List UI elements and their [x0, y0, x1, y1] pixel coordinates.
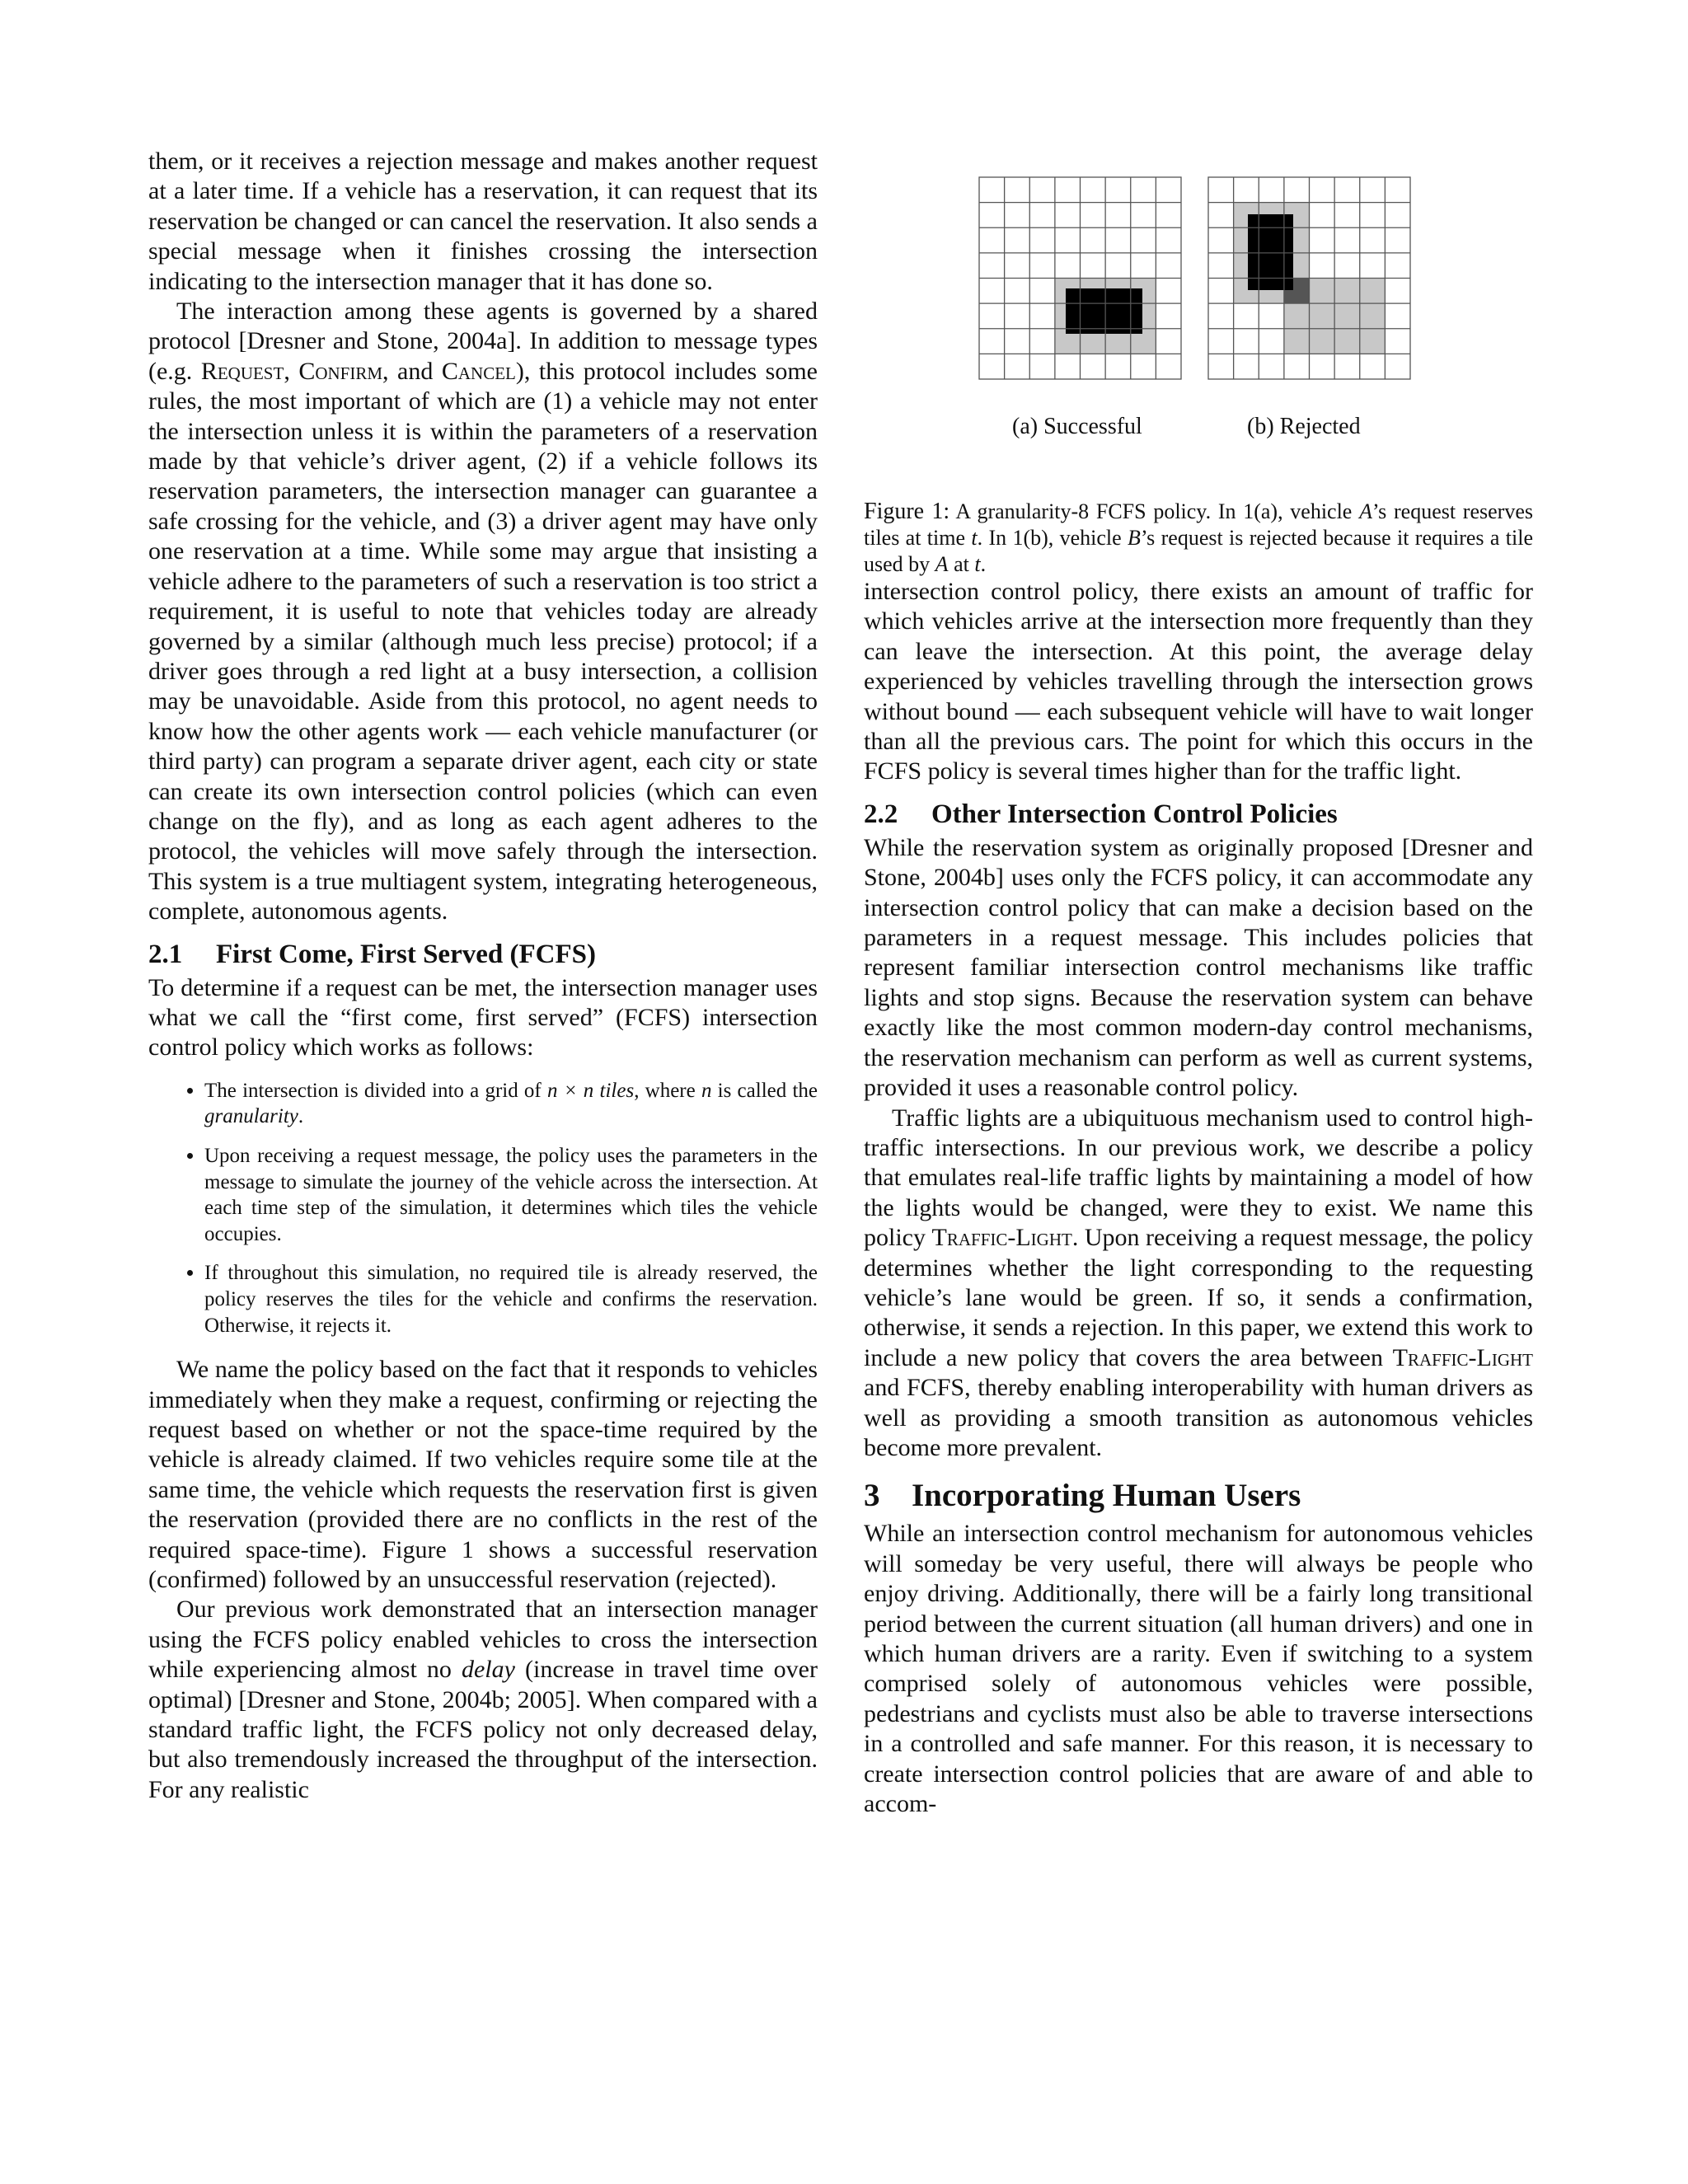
policy-traffic-light: Traffic-Light	[1392, 1343, 1533, 1371]
bullet-item: • The intersection is divided into a grid of n × n tiles, where n is called the granularity.	[204, 1078, 818, 1130]
paragraph: While an intersection control mechanism for autonomous vehicles will someday be very useful, there will always be people who enjoy driving. Additionally, there will be a fairly long transitional period between the current situation (all human drivers) and one in which human drivers are a rarity. Even if switching to a system comprised solely of autonomous vehicles were possible, pedestrians and cyclists must also be able to traverse intersections in a controlled and safe manner. For this reason, it is necessary to create intersection control policies that are aware of and able to accom-	[864, 1520, 1533, 1818]
bullet-list	[148, 1078, 818, 1338]
grid-rejected	[1208, 177, 1410, 379]
left-column	[148, 147, 818, 1805]
figure-1	[864, 165, 1533, 576]
vehicle-b	[1248, 214, 1293, 290]
bullet-item: • Upon receiving a request message, the policy uses the parameters in the message to simulate the journey of the vehicle across the intersection. At each time step of the simulation, it determines which tiles the vehicle occupies.	[204, 1143, 818, 1247]
figure-grids	[864, 165, 1533, 404]
paragraph-protocol: The interaction among these agents is governed by a shared protocol [Dresner and Stone, 2004a]. In addition to message types (e.g. Request, Confirm, and Cancel), this protocol includes some rules, the most important of which are (1) a vehicle may not enter the intersection unless it is within the parameters of a reservation made by that vehicle’s driver agent, (2) if a vehicle follows its reservation parameters, the intersection manager can guarantee a safe crossing for the vehicle, and (3) a driver agent may have only one reservation at a time. While some may argue that insisting a vehicle adhere to the parameters of such a reservation is too strict a requirement, it is useful to note that vehicles today are already governed by a similar (although much less precise) protocol; if a driver goes through a red light at a busy intersection, a collision may be unavoidable. Aside from this protocol, no agent needs to know how the other agents work — each vehicle manufacturer (or third party) can program a separate driver agent, each city or state can create its own intersection control policies (which can even change on the fly), and as long as each agent adheres to the protocol, the vehicles will move safely through the intersection. This system is a true multiagent system, integrating heterogeneous, complete, autonomous agents.	[148, 298, 818, 926]
paragraph: While the reservation system as originally proposed [Dresner and Stone, 2004b] uses only the FCFS policy, it can accommodate any intersection control policy that can make a decision based on the parameters in a request message. This includes policies that represent familiar intersection control mechanisms like traffic lights and stop signs. Because the reservation system can behave exactly like the most common modern-day control mechanisms, the reservation mechanism can perform as well as current systems, provided it uses a reasonable control policy.	[864, 833, 1533, 1102]
msg-request: Request	[200, 357, 284, 385]
paragraph: Traffic lights are a ubiquituous mechanism used to control high-traffic intersections. In our previous work, we describe a policy that emulates real-life traffic lights by maintaining a model of how the lights would be changed, were they to exist. We name this policy Traffic-Light. Upon receiving a request message, the policy determines whether the light corresponding to the requesting vehicle’s lane would be green. If so, it sends a confirmation, otherwise, it sends a rejection. In this paper, we extend this work to include a new policy that covers the area between Traffic-Light and FCFS, thereby enabling interoperability with human drivers as well as providing a smooth transition as autonomous vehicles become more prevalent.	[864, 1104, 1533, 1461]
subcaption-a: (a) Successful	[1012, 414, 1142, 439]
section-heading-2-1: 2.1 First Come, First Served (FCFS)	[148, 939, 596, 969]
paragraph: To determine if a request can be met, the intersection manager uses what we call the “first come, first served” (FCFS) intersection control policy which works as follows:	[148, 973, 818, 1062]
bullet-item: • If throughout this simulation, no required tile is already reserved, the policy reserves the tiles for the vehicle and confirms the reservation. Otherwise, it rejects it.	[204, 1260, 818, 1338]
right-column	[864, 577, 1533, 1819]
grid-successful	[979, 177, 1181, 379]
subcaption-b: (b) Rejected	[1247, 414, 1361, 439]
paragraph: Our previous work demonstrated that an intersection manager using the FCFS policy enabled vehicles to cross the intersection while experiencing almost no delay (increase in travel time over optimal) [Dresner and Stone, 2004b; 2005]. When compared with a standard traffic light, the FCFS policy not only decreased delay, but also tremendously increased the throughput of the intersection. For any realistic	[148, 1596, 818, 1803]
paragraph: them, or it receives a rejection message and makes another request at a later time. If a vehicle has a reservation, it can request that its reservation be changed or can cancel the reservation. It also sends a special message when it finishes crossing the intersection indicating to the intersection manager that it has done so.	[148, 148, 818, 295]
figure-caption: Figure 1: A granularity-8 FCFS policy. In 1(a), vehicle A’s request reserves tiles at time t. In 1(b), vehicle B’s request is rejected because it requires a tile used by A at t.	[864, 499, 1533, 576]
paragraph: intersection control policy, there exists an amount of traffic for which vehicles arrive at the intersection more frequently than they can leave the intersection. At this point, the average delay experienced by vehicles travelling through the intersection grows without bound — each subsequent vehicle will have to wait longer than all the previous cars. The point for which this occurs in the FCFS policy is several times higher than for the traffic light.	[864, 578, 1533, 785]
paragraph: We name the policy based on the fact that it responds to vehicles immediately when they make a request, confirming or rejecting the request based on whether or not the space-time required by the vehicle is already claimed. If two vehicles require some tile at the same time, the vehicle which requests the reservation first is given the reservation (provided there are no conflicts in the rest of the required space-time). Figure 1 shows a successful reservation (confirmed) followed by an unsuccessful reservation (rejected).	[148, 1356, 818, 1593]
section-heading-2-2: 2.2 Other Intersection Control Policies	[864, 799, 1338, 829]
msg-cancel: Cancel	[441, 357, 516, 385]
section-heading-3: 3 Incorporating Human Users	[864, 1478, 1301, 1514]
policy-traffic-light: Traffic-Light	[931, 1224, 1072, 1252]
msg-confirm: Confirm	[298, 357, 383, 385]
